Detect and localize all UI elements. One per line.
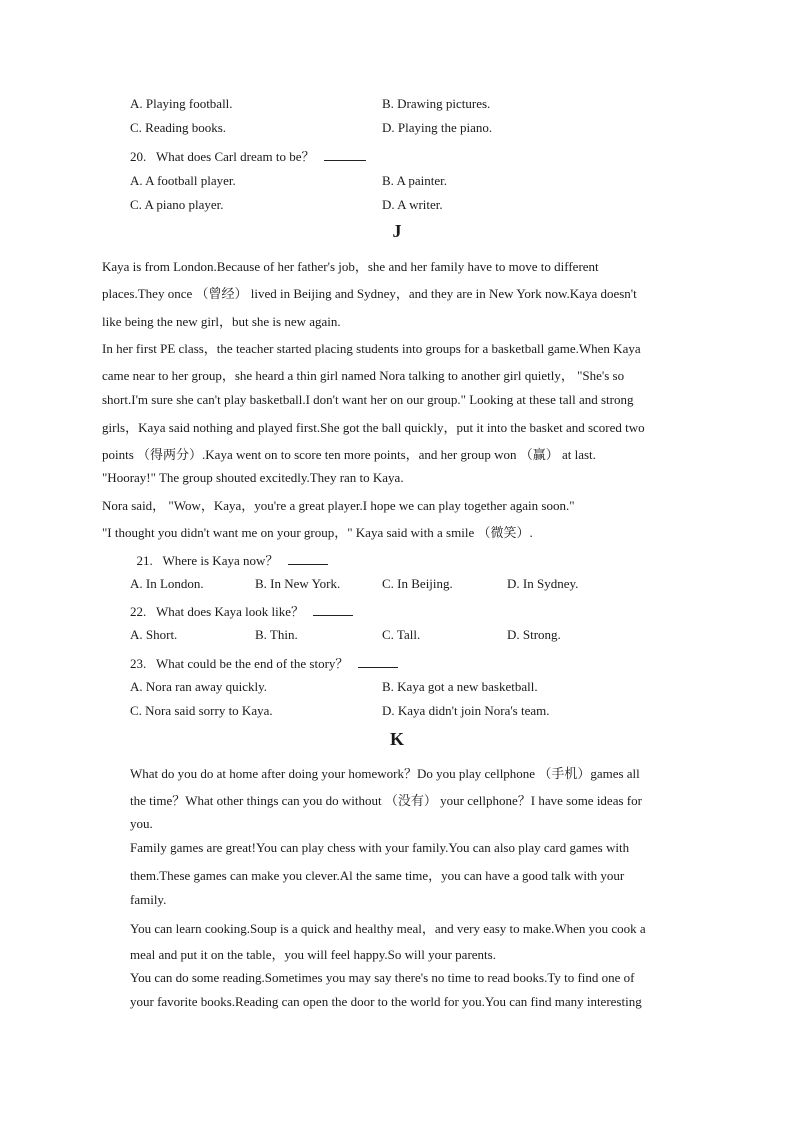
section-heading-k: K bbox=[389, 729, 404, 749]
passage-line: family. bbox=[130, 892, 167, 907]
option-row bbox=[130, 120, 690, 136]
option-a: A. Short. bbox=[130, 627, 178, 642]
passage-line: Family games are great!You can play chess with your family.You can also play card games with bbox=[130, 840, 630, 855]
passage-line: you. bbox=[130, 816, 153, 831]
option-a: A. Nora ran away quickly. bbox=[130, 679, 268, 694]
option-row bbox=[130, 703, 690, 719]
passage-line: "I thought you didn't want me on your group，" Kaya said with a smile （微笑）. bbox=[102, 525, 533, 540]
question-number: 20. bbox=[130, 149, 147, 164]
option-d: D. Kaya didn't join Nora's team. bbox=[382, 703, 550, 718]
passage-line: places.They once （曾经） lived in Beijing and Sydney，and they are in New York now.Kaya doesn't bbox=[102, 286, 637, 301]
option-a: A. Playing football. bbox=[130, 96, 233, 111]
passage-line: like being the new girl，but she is new again. bbox=[102, 314, 341, 329]
passage-line: What do you do at home after doing your homework？Do you play cellphone （手机）games all bbox=[130, 766, 640, 781]
option-c: C. Nora said sorry to Kaya. bbox=[130, 703, 273, 718]
option-d: D. A writer. bbox=[382, 197, 443, 212]
passage-line: "Hooray!" The group shouted excitedly.They ran to Kaya. bbox=[102, 470, 404, 485]
passage-line: points （得两分）.Kaya went on to score ten more points，and her group won （赢） at last. bbox=[102, 447, 596, 462]
option-d: D. In Sydney. bbox=[507, 576, 579, 591]
option-d: D. Strong. bbox=[507, 627, 561, 642]
option-b: B. Kaya got a new basketball. bbox=[382, 679, 538, 694]
option-a: A. In London. bbox=[130, 576, 204, 591]
option-b: B. Thin. bbox=[255, 627, 298, 642]
question-text: What could be the end of the story？ bbox=[156, 656, 349, 671]
option-c: C. Tall. bbox=[382, 627, 421, 642]
section-heading-j: J bbox=[392, 221, 402, 241]
question-22 bbox=[130, 601, 353, 620]
passage-line: came near to her group，she heard a thin girl named Nora talking to another girl quietly， "She's so bbox=[102, 368, 625, 383]
answer-blank bbox=[313, 605, 353, 616]
passage-line: them.These games can make you clever.Al the same time，you can have a good talk with your bbox=[130, 868, 625, 883]
question-number: 23. bbox=[130, 656, 147, 671]
option-b: B. A painter. bbox=[382, 173, 447, 188]
passage-line: short.I'm sure she can't play basketball.I don't want her on our group." Looking at these tall and strong bbox=[102, 392, 634, 407]
option-row bbox=[130, 96, 690, 112]
option-c: C. A piano player. bbox=[130, 197, 224, 212]
question-text: What does Carl dream to be？ bbox=[156, 149, 315, 164]
passage-line: your favorite books.Reading can open the door to the world for you.You can find many interesting bbox=[130, 994, 642, 1009]
question-23 bbox=[130, 653, 398, 672]
passage-line: girls，Kaya said nothing and played first.She got the ball quickly，put it into the basket and scored two bbox=[102, 420, 645, 435]
option-row bbox=[130, 679, 690, 695]
option-row bbox=[130, 173, 690, 189]
option-row bbox=[130, 197, 690, 213]
passage-line: You can do some reading.Sometimes you may say there's no time to read books.Ty to find one of bbox=[130, 970, 635, 985]
option-d: D. Playing the piano. bbox=[382, 120, 493, 135]
question-20 bbox=[130, 146, 366, 165]
passage-line: the time？What other things can you do without （没有） your cellphone？I have some ideas for bbox=[130, 793, 642, 808]
passage-line: In her first PE class，the teacher started placing students into groups for a basketball game.When Kaya bbox=[102, 341, 641, 356]
question-21 bbox=[130, 550, 328, 569]
option-b: B. In New York. bbox=[255, 576, 341, 591]
question-number: 22. bbox=[130, 604, 147, 619]
passage-line: You can learn cooking.Soup is a quick and healthy meal，and very easy to make.When you cook a bbox=[130, 921, 646, 936]
passage-line: Kaya is from London.Because of her father's job，she and her family have to move to different bbox=[102, 259, 599, 274]
answer-blank bbox=[358, 657, 398, 668]
option-c: C. Reading books. bbox=[130, 120, 227, 135]
option-b: B. Drawing pictures. bbox=[382, 96, 491, 111]
answer-blank bbox=[324, 150, 366, 161]
question-text: Where is Kaya now？ bbox=[162, 553, 279, 568]
option-c: C. In Beijing. bbox=[382, 576, 453, 591]
question-number: 21. bbox=[136, 553, 153, 568]
passage-line: meal and put it on the table，you will feel happy.So will your parents. bbox=[130, 947, 496, 962]
option-a: A. A football player. bbox=[130, 173, 236, 188]
answer-blank bbox=[288, 554, 328, 565]
passage-line: Nora said， "Wow，Kaya，you're a great player.I hope we can play together again soon." bbox=[102, 498, 575, 513]
question-text: What does Kaya look like？ bbox=[156, 604, 305, 619]
